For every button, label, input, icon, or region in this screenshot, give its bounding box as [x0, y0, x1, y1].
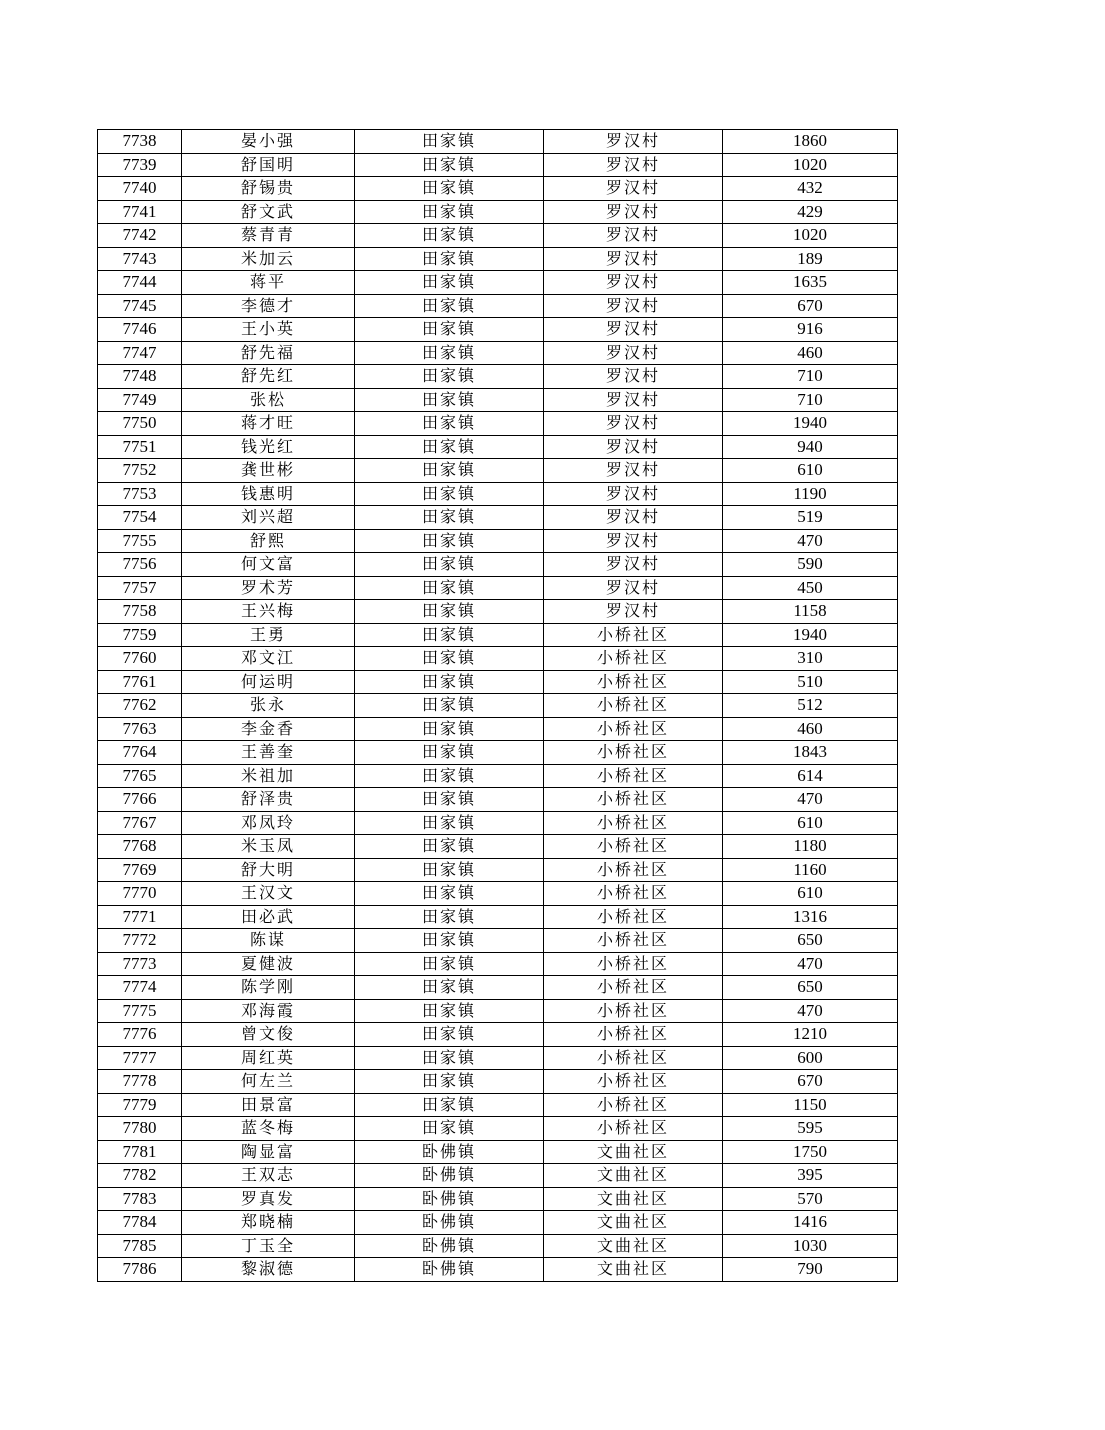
row-number-cell: 7768: [98, 835, 182, 859]
town-cell: 卧佛镇: [355, 1258, 544, 1282]
town-cell: 田家镇: [355, 811, 544, 835]
name-cell: 李德才: [182, 294, 355, 318]
table-row: [98, 435, 898, 459]
amount-cell: 614: [723, 764, 898, 788]
table-row: [98, 318, 898, 342]
amount-cell: 1416: [723, 1211, 898, 1235]
amount-cell: 650: [723, 976, 898, 1000]
table-row: [98, 412, 898, 436]
row-number-cell: 7745: [98, 294, 182, 318]
town-cell: 田家镇: [355, 553, 544, 577]
village-cell: 小桥社区: [544, 929, 723, 953]
name-cell: 邓海霞: [182, 999, 355, 1023]
village-cell: 罗汉村: [544, 271, 723, 295]
name-cell: 邓凤玲: [182, 811, 355, 835]
name-cell: 舒泽贵: [182, 788, 355, 812]
village-cell: 罗汉村: [544, 365, 723, 389]
name-cell: 米祖加: [182, 764, 355, 788]
name-cell: 罗真发: [182, 1187, 355, 1211]
row-number-cell: 7785: [98, 1234, 182, 1258]
row-number-cell: 7762: [98, 694, 182, 718]
village-cell: 文曲社区: [544, 1140, 723, 1164]
town-cell: 田家镇: [355, 764, 544, 788]
name-cell: 陈谋: [182, 929, 355, 953]
village-cell: 小桥社区: [544, 1046, 723, 1070]
town-cell: 田家镇: [355, 741, 544, 765]
row-number-cell: 7751: [98, 435, 182, 459]
name-cell: 何运明: [182, 670, 355, 694]
town-cell: 田家镇: [355, 200, 544, 224]
town-cell: 田家镇: [355, 412, 544, 436]
village-cell: 小桥社区: [544, 1070, 723, 1094]
amount-cell: 710: [723, 388, 898, 412]
amount-cell: 710: [723, 365, 898, 389]
village-cell: 罗汉村: [544, 153, 723, 177]
name-cell: 王善奎: [182, 741, 355, 765]
amount-cell: 310: [723, 647, 898, 671]
name-cell: 邓文江: [182, 647, 355, 671]
village-cell: 罗汉村: [544, 130, 723, 154]
village-cell: 文曲社区: [544, 1234, 723, 1258]
village-cell: 罗汉村: [544, 482, 723, 506]
row-number-cell: 7767: [98, 811, 182, 835]
village-cell: 小桥社区: [544, 647, 723, 671]
amount-cell: 1940: [723, 412, 898, 436]
row-number-cell: 7770: [98, 882, 182, 906]
village-cell: 小桥社区: [544, 976, 723, 1000]
data-table: [97, 129, 898, 1282]
amount-cell: 595: [723, 1117, 898, 1141]
village-cell: 罗汉村: [544, 412, 723, 436]
name-cell: 舒锡贵: [182, 177, 355, 201]
table-row: [98, 788, 898, 812]
row-number-cell: 7750: [98, 412, 182, 436]
amount-cell: 429: [723, 200, 898, 224]
amount-cell: 470: [723, 529, 898, 553]
row-number-cell: 7744: [98, 271, 182, 295]
table-row: [98, 835, 898, 859]
town-cell: 田家镇: [355, 905, 544, 929]
amount-cell: 470: [723, 788, 898, 812]
town-cell: 田家镇: [355, 1093, 544, 1117]
row-number-cell: 7752: [98, 459, 182, 483]
row-number-cell: 7774: [98, 976, 182, 1000]
village-cell: 小桥社区: [544, 1093, 723, 1117]
row-number-cell: 7742: [98, 224, 182, 248]
name-cell: 蔡青青: [182, 224, 355, 248]
name-cell: 李金香: [182, 717, 355, 741]
amount-cell: 1150: [723, 1093, 898, 1117]
town-cell: 田家镇: [355, 435, 544, 459]
village-cell: 小桥社区: [544, 858, 723, 882]
name-cell: 张永: [182, 694, 355, 718]
row-number-cell: 7739: [98, 153, 182, 177]
town-cell: 田家镇: [355, 271, 544, 295]
name-cell: 舒熙: [182, 529, 355, 553]
table-row: [98, 553, 898, 577]
town-cell: 田家镇: [355, 130, 544, 154]
name-cell: 何左兰: [182, 1070, 355, 1094]
amount-cell: 1940: [723, 623, 898, 647]
village-cell: 小桥社区: [544, 882, 723, 906]
table-row: [98, 1187, 898, 1211]
name-cell: 田必武: [182, 905, 355, 929]
table-row: [98, 1046, 898, 1070]
name-cell: 王双志: [182, 1164, 355, 1188]
row-number-cell: 7741: [98, 200, 182, 224]
town-cell: 田家镇: [355, 929, 544, 953]
town-cell: 田家镇: [355, 341, 544, 365]
village-cell: 罗汉村: [544, 341, 723, 365]
town-cell: 田家镇: [355, 177, 544, 201]
town-cell: 田家镇: [355, 247, 544, 271]
amount-cell: 189: [723, 247, 898, 271]
row-number-cell: 7755: [98, 529, 182, 553]
town-cell: 田家镇: [355, 623, 544, 647]
table-row: [98, 1211, 898, 1235]
row-number-cell: 7743: [98, 247, 182, 271]
name-cell: 陶显富: [182, 1140, 355, 1164]
village-cell: 小桥社区: [544, 952, 723, 976]
amount-cell: 610: [723, 811, 898, 835]
amount-cell: 450: [723, 576, 898, 600]
town-cell: 田家镇: [355, 506, 544, 530]
village-cell: 小桥社区: [544, 1117, 723, 1141]
table-row: [98, 905, 898, 929]
village-cell: 小桥社区: [544, 694, 723, 718]
town-cell: 田家镇: [355, 999, 544, 1023]
name-cell: 王勇: [182, 623, 355, 647]
amount-cell: 1635: [723, 271, 898, 295]
name-cell: 王兴梅: [182, 600, 355, 624]
village-cell: 小桥社区: [544, 905, 723, 929]
name-cell: 晏小强: [182, 130, 355, 154]
table-row: [98, 224, 898, 248]
amount-cell: 1750: [723, 1140, 898, 1164]
table-row: [98, 1070, 898, 1094]
village-cell: 小桥社区: [544, 811, 723, 835]
name-cell: 王汉文: [182, 882, 355, 906]
town-cell: 卧佛镇: [355, 1164, 544, 1188]
table-row: [98, 388, 898, 412]
town-cell: 田家镇: [355, 365, 544, 389]
amount-cell: 395: [723, 1164, 898, 1188]
amount-cell: 1180: [723, 835, 898, 859]
amount-cell: 610: [723, 882, 898, 906]
town-cell: 田家镇: [355, 858, 544, 882]
village-cell: 罗汉村: [544, 506, 723, 530]
table-row: [98, 764, 898, 788]
amount-cell: 940: [723, 435, 898, 459]
village-cell: 罗汉村: [544, 435, 723, 459]
town-cell: 田家镇: [355, 835, 544, 859]
row-number-cell: 7783: [98, 1187, 182, 1211]
row-number-cell: 7761: [98, 670, 182, 694]
table-row: [98, 952, 898, 976]
row-number-cell: 7758: [98, 600, 182, 624]
row-number-cell: 7764: [98, 741, 182, 765]
table-row: [98, 976, 898, 1000]
table-row: [98, 1258, 898, 1282]
amount-cell: 570: [723, 1187, 898, 1211]
row-number-cell: 7740: [98, 177, 182, 201]
village-cell: 小桥社区: [544, 999, 723, 1023]
row-number-cell: 7769: [98, 858, 182, 882]
town-cell: 田家镇: [355, 1046, 544, 1070]
row-number-cell: 7778: [98, 1070, 182, 1094]
name-cell: 米玉凤: [182, 835, 355, 859]
town-cell: 田家镇: [355, 224, 544, 248]
village-cell: 文曲社区: [544, 1164, 723, 1188]
row-number-cell: 7763: [98, 717, 182, 741]
amount-cell: 600: [723, 1046, 898, 1070]
town-cell: 卧佛镇: [355, 1211, 544, 1235]
town-cell: 田家镇: [355, 1023, 544, 1047]
row-number-cell: 7756: [98, 553, 182, 577]
amount-cell: 670: [723, 294, 898, 318]
name-cell: 罗术芳: [182, 576, 355, 600]
name-cell: 陈学刚: [182, 976, 355, 1000]
town-cell: 田家镇: [355, 882, 544, 906]
name-cell: 蒋平: [182, 271, 355, 295]
town-cell: 田家镇: [355, 976, 544, 1000]
name-cell: 钱惠明: [182, 482, 355, 506]
village-cell: 罗汉村: [544, 200, 723, 224]
town-cell: 卧佛镇: [355, 1234, 544, 1258]
town-cell: 田家镇: [355, 1070, 544, 1094]
village-cell: 小桥社区: [544, 1023, 723, 1047]
name-cell: 钱光红: [182, 435, 355, 459]
table-row: [98, 999, 898, 1023]
row-number-cell: 7771: [98, 905, 182, 929]
row-number-cell: 7748: [98, 365, 182, 389]
village-cell: 罗汉村: [544, 294, 723, 318]
row-number-cell: 7780: [98, 1117, 182, 1141]
amount-cell: 510: [723, 670, 898, 694]
village-cell: 小桥社区: [544, 764, 723, 788]
amount-cell: 1860: [723, 130, 898, 154]
row-number-cell: 7753: [98, 482, 182, 506]
name-cell: 舒先福: [182, 341, 355, 365]
amount-cell: 1843: [723, 741, 898, 765]
table-row: [98, 153, 898, 177]
amount-cell: 650: [723, 929, 898, 953]
table-row: [98, 694, 898, 718]
row-number-cell: 7747: [98, 341, 182, 365]
table-row: [98, 341, 898, 365]
row-number-cell: 7775: [98, 999, 182, 1023]
amount-cell: 1316: [723, 905, 898, 929]
village-cell: 罗汉村: [544, 529, 723, 553]
town-cell: 田家镇: [355, 600, 544, 624]
name-cell: 舒国明: [182, 153, 355, 177]
table-row: [98, 506, 898, 530]
row-number-cell: 7776: [98, 1023, 182, 1047]
table-row: [98, 576, 898, 600]
amount-cell: 460: [723, 717, 898, 741]
name-cell: 蓝冬梅: [182, 1117, 355, 1141]
town-cell: 田家镇: [355, 717, 544, 741]
town-cell: 卧佛镇: [355, 1187, 544, 1211]
table-row: [98, 200, 898, 224]
village-cell: 罗汉村: [544, 318, 723, 342]
name-cell: 曾文俊: [182, 1023, 355, 1047]
name-cell: 舒先红: [182, 365, 355, 389]
village-cell: 小桥社区: [544, 623, 723, 647]
amount-cell: 916: [723, 318, 898, 342]
village-cell: 罗汉村: [544, 553, 723, 577]
village-cell: 文曲社区: [544, 1187, 723, 1211]
amount-cell: 470: [723, 999, 898, 1023]
table-row: [98, 1234, 898, 1258]
table-row: [98, 717, 898, 741]
amount-cell: 670: [723, 1070, 898, 1094]
table-body: [98, 130, 898, 1282]
name-cell: 王小英: [182, 318, 355, 342]
village-cell: 罗汉村: [544, 224, 723, 248]
name-cell: 龚世彬: [182, 459, 355, 483]
amount-cell: 470: [723, 952, 898, 976]
town-cell: 田家镇: [355, 670, 544, 694]
table-row: [98, 1093, 898, 1117]
town-cell: 田家镇: [355, 459, 544, 483]
town-cell: 田家镇: [355, 529, 544, 553]
amount-cell: 1158: [723, 600, 898, 624]
village-cell: 文曲社区: [544, 1258, 723, 1282]
table-row: [98, 459, 898, 483]
table-row: [98, 130, 898, 154]
row-number-cell: 7772: [98, 929, 182, 953]
town-cell: 田家镇: [355, 153, 544, 177]
row-number-cell: 7786: [98, 1258, 182, 1282]
town-cell: 田家镇: [355, 576, 544, 600]
name-cell: 丁玉全: [182, 1234, 355, 1258]
name-cell: 舒文武: [182, 200, 355, 224]
table-row: [98, 1140, 898, 1164]
row-number-cell: 7760: [98, 647, 182, 671]
amount-cell: 1160: [723, 858, 898, 882]
town-cell: 田家镇: [355, 788, 544, 812]
name-cell: 舒大明: [182, 858, 355, 882]
row-number-cell: 7773: [98, 952, 182, 976]
village-cell: 小桥社区: [544, 788, 723, 812]
amount-cell: 1020: [723, 224, 898, 248]
town-cell: 田家镇: [355, 1117, 544, 1141]
amount-cell: 519: [723, 506, 898, 530]
amount-cell: 460: [723, 341, 898, 365]
row-number-cell: 7738: [98, 130, 182, 154]
amount-cell: 790: [723, 1258, 898, 1282]
table-row: [98, 365, 898, 389]
name-cell: 田景富: [182, 1093, 355, 1117]
town-cell: 卧佛镇: [355, 1140, 544, 1164]
amount-cell: 610: [723, 459, 898, 483]
table-row: [98, 623, 898, 647]
table-row: [98, 858, 898, 882]
amount-cell: 1020: [723, 153, 898, 177]
table-row: [98, 647, 898, 671]
row-number-cell: 7784: [98, 1211, 182, 1235]
table-row: [98, 929, 898, 953]
name-cell: 米加云: [182, 247, 355, 271]
town-cell: 田家镇: [355, 952, 544, 976]
village-cell: 罗汉村: [544, 576, 723, 600]
table-row: [98, 271, 898, 295]
table-row: [98, 741, 898, 765]
village-cell: 小桥社区: [544, 741, 723, 765]
row-number-cell: 7782: [98, 1164, 182, 1188]
name-cell: 周红英: [182, 1046, 355, 1070]
name-cell: 郑晓楠: [182, 1211, 355, 1235]
village-cell: 罗汉村: [544, 600, 723, 624]
name-cell: 何文富: [182, 553, 355, 577]
table-row: [98, 294, 898, 318]
town-cell: 田家镇: [355, 388, 544, 412]
row-number-cell: 7781: [98, 1140, 182, 1164]
amount-cell: 1210: [723, 1023, 898, 1047]
row-number-cell: 7766: [98, 788, 182, 812]
name-cell: 张松: [182, 388, 355, 412]
village-cell: 罗汉村: [544, 459, 723, 483]
row-number-cell: 7749: [98, 388, 182, 412]
row-number-cell: 7777: [98, 1046, 182, 1070]
village-cell: 文曲社区: [544, 1211, 723, 1235]
table-row: [98, 600, 898, 624]
name-cell: 蒋才旺: [182, 412, 355, 436]
table-row: [98, 529, 898, 553]
table-row: [98, 482, 898, 506]
row-number-cell: 7757: [98, 576, 182, 600]
table-row: [98, 247, 898, 271]
row-number-cell: 7746: [98, 318, 182, 342]
table-row: [98, 1164, 898, 1188]
town-cell: 田家镇: [355, 318, 544, 342]
amount-cell: 590: [723, 553, 898, 577]
village-cell: 小桥社区: [544, 670, 723, 694]
amount-cell: 512: [723, 694, 898, 718]
name-cell: 黎淑德: [182, 1258, 355, 1282]
name-cell: 夏健波: [182, 952, 355, 976]
row-number-cell: 7759: [98, 623, 182, 647]
amount-cell: 432: [723, 177, 898, 201]
table-row: [98, 882, 898, 906]
village-cell: 小桥社区: [544, 717, 723, 741]
table-row: [98, 811, 898, 835]
row-number-cell: 7779: [98, 1093, 182, 1117]
village-cell: 罗汉村: [544, 177, 723, 201]
row-number-cell: 7765: [98, 764, 182, 788]
table-row: [98, 1117, 898, 1141]
table-row: [98, 1023, 898, 1047]
amount-cell: 1030: [723, 1234, 898, 1258]
town-cell: 田家镇: [355, 294, 544, 318]
town-cell: 田家镇: [355, 482, 544, 506]
village-cell: 小桥社区: [544, 835, 723, 859]
row-number-cell: 7754: [98, 506, 182, 530]
amount-cell: 1190: [723, 482, 898, 506]
table-row: [98, 177, 898, 201]
town-cell: 田家镇: [355, 694, 544, 718]
town-cell: 田家镇: [355, 647, 544, 671]
village-cell: 罗汉村: [544, 247, 723, 271]
name-cell: 刘兴超: [182, 506, 355, 530]
village-cell: 罗汉村: [544, 388, 723, 412]
table-row: [98, 670, 898, 694]
